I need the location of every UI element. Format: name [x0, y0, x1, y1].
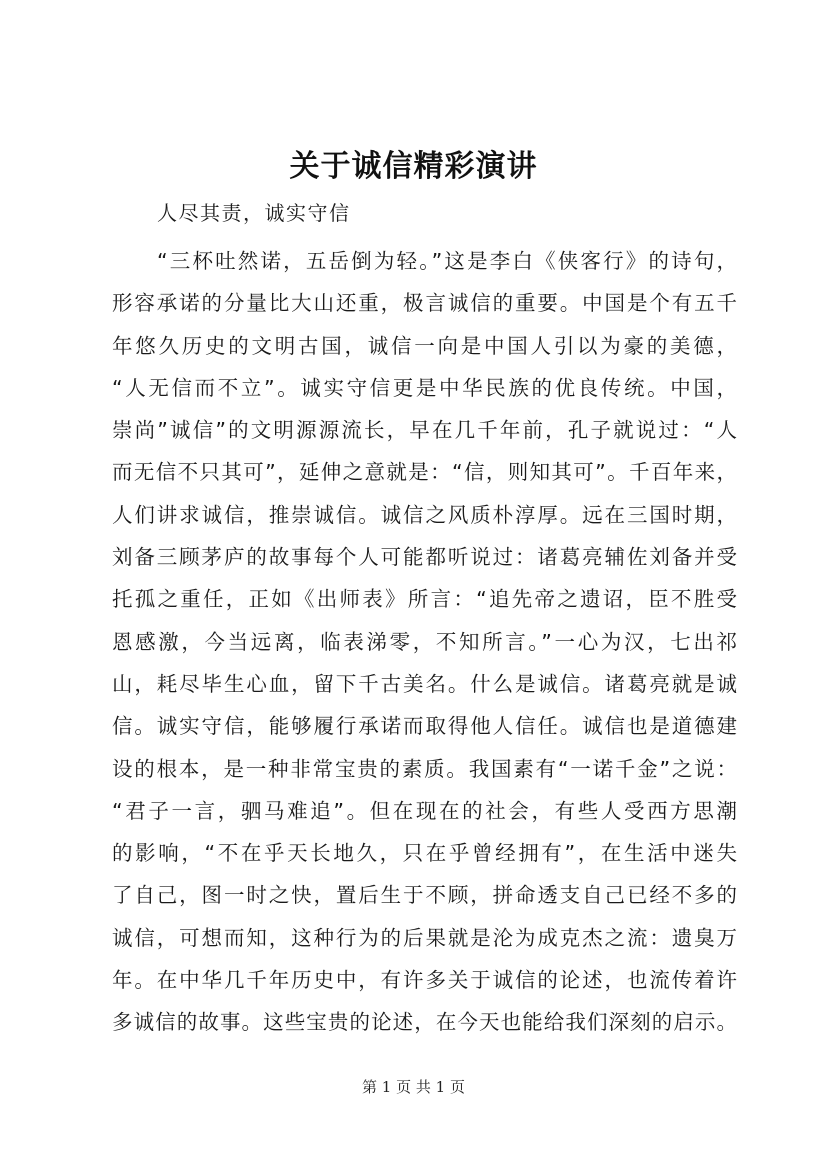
paragraph-line: 年悠久历史的文明古国，诚信一向是中国人引以为豪的美德， [112, 333, 737, 358]
paragraph-line: 多诚信的故事。这些宝贵的论述，在今天也能给我们深刻的启示。 [112, 1010, 737, 1035]
paragraph-line: 刘备三顾茅庐的故事每个人可能都听说过：诸葛亮辅佐刘备并受 [112, 545, 737, 570]
paragraph-line: 托孤之重任，正如《出师表》所言：“追先帝之遗诏，臣不胜受 [112, 587, 737, 612]
paragraph-line: 的影响，“不在乎天长地久，只在乎曾经拥有”，在生活中迷失 [112, 841, 737, 866]
paragraph-line: 人们讲求诚信，推崇诚信。诚信之风质朴淳厚。远在三国时期， [112, 502, 737, 527]
paragraph-line: “君子一言，驷马难追”。但在现在的社会，有些人受西方思潮 [112, 798, 737, 823]
document-subtitle: 人尽其责，诚实守信 [157, 201, 351, 225]
paragraph-line: 诚信，可想而知，这种行为的后果就是沦为成克杰之流：遗臭万 [112, 925, 737, 950]
paragraph-line: 信。诚实守信，能够履行承诺而取得他人信任。诚信也是道德建 [112, 714, 737, 739]
paragraph-line: 而无信不只其可”，延伸之意就是：“信，则知其可”。千百年来， [112, 460, 737, 485]
paragraph-line: 了自己，图一时之快，置后生于不顾，拼命透支自己已经不多的 [112, 883, 737, 908]
paragraph-line: 形容承诺的分量比大山还重，极言诚信的重要。中国是个有五千 [112, 291, 737, 316]
paragraph-line: 山，耗尽毕生心血，留下千古美名。什么是诚信。诸葛亮就是诚 [112, 671, 737, 696]
paragraph-line: “三杯吐然诺，五岳倒为轻。”这是李白《侠客行》的诗句， [157, 249, 737, 273]
paragraph-line: 年。在中华几千年历史中，有许多关于诚信的论述，也流传着许 [112, 968, 737, 993]
paragraph-line: “人无信而不立”。诚实守信更是中华民族的优良传统。中国， [112, 375, 737, 400]
paragraph-line: 恩感激，今当远离，临表涕零，不知所言。”一心为汉，七出祁 [112, 629, 737, 654]
paragraph-line: 崇尚”诚信”的文明源源流长，早在几千年前，孔子就说过：“人 [112, 418, 737, 443]
body-paragraph [112, 240, 737, 1044]
page-footer: 第 1 页 共 1 页 [362, 1078, 465, 1096]
paragraph-line: 设的根本，是一种非常宝贵的素质。我国素有“一诺千金”之说： [112, 756, 737, 781]
document-title: 关于诚信精彩演讲 [289, 149, 538, 184]
